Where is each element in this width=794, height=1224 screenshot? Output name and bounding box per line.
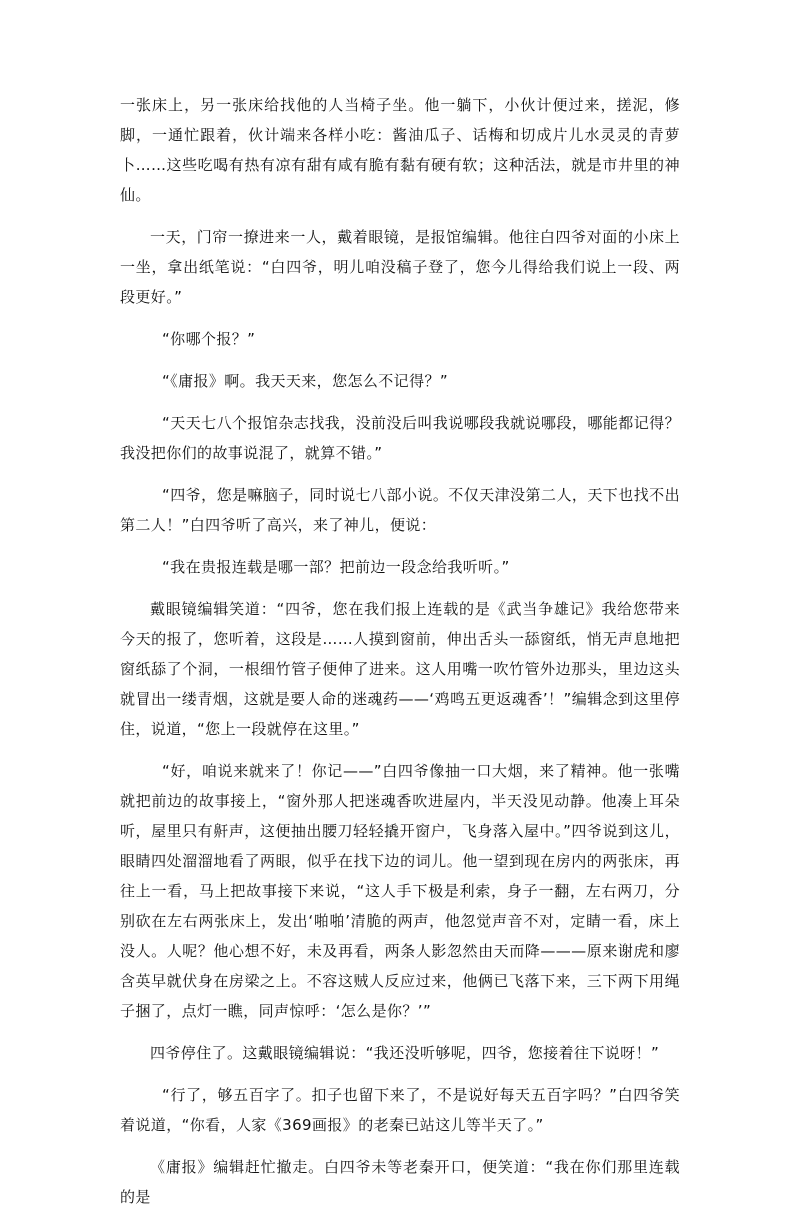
paragraph-10: 四爷停住了。这戴眼镜编辑说：“我还没听够呢，四爷，您接着往下说呀！” xyxy=(150,1044,660,1062)
paragraph-12: 《庸报》编辑赶忙撤走。白四爷未等老秦开口，便笑道：“我在你们那里连载的是 xyxy=(120,1158,680,1206)
document-page xyxy=(120,90,680,1224)
paragraph-1: 一张床上，另一张床给找他的人当椅子坐。他一躺下，小伙计便过来，搓泥，修脚，一通忙跟着，伙计端来各样小吃：酱油瓜子、话梅和切成片儿水灵灵的青萝卜……这些吃喝有热有凉有甜有咸有脆有黏有硬有软；这种活法，就是市井里的神仙。 xyxy=(120,96,680,204)
paragraph-8: 戴眼镜编辑笑道：“四爷，您在我们报上连载的是《武当争雄记》我给您带来今天的报了，您听着，这段是……人摸到窗前，伸出舌头一舔窗纸，悄无声息地把窗纸舔了个洞，一根细竹管子便伸了进来。这人用嘴一吹竹管外边那头，里边这头就冒出一缕青烟，这就是要人命的迷魂药——‘鸡鸣五更返魂香’！”编辑念到这里停住，说道，“您上一段就停在这里。” xyxy=(120,600,680,738)
paragraph-3: “你哪个报？” xyxy=(162,330,256,348)
paragraph-9: “好，咱说来就来了！你记——”白四爷像抽一口大烟，来了精神。他一张嘴就把前边的故事接上，“窗外那人把迷魂香吹进屋内，半天没见动静。他凑上耳朵听，屋里只有鼾声，这便抽出腰刀轻轻撬开窗户，飞身落入屋中。”四爷说到这儿，眼睛四处溜溜地看了两眼，似乎在找下边的词儿。他一望到现在房内的两张床，再往上一看，马上把故事接下来说，“这人手下极是利索，身子一翻，左右两刀，分别砍在左右两张床上，发出‘啪啪’清脆的两声，他忽觉声音不对，定睛一看，床上没人。人呢？他心想不好，未及再看，两条人影忽然由天而降———原来谢虎和廖含英早就伏身在房梁之上。不容这贼人反应过来，他俩已飞落下来，三下两下用绳子捆了，点灯一瞧，同声惊呼：‘怎么是你？’” xyxy=(120,762,680,1020)
paragraph-6: “四爷，您是嘛脑子，同时说七八部小说。不仅天津没第二人，天下也找不出第二人！”白四爷听了高兴，来了神儿，便说： xyxy=(120,486,680,534)
paragraph-7: “我在贵报连载是哪一部？把前边一段念给我听听。” xyxy=(162,558,510,576)
paragraph-11: “行了，够五百字了。扣子也留下来了，不是说好每天五百字吗？”白四爷笑着说道，“你看，人家《369画报》的老秦已站这儿等半天了。” xyxy=(120,1086,680,1134)
paragraph-2: 一天，门帘一撩进来一人，戴着眼镜，是报馆编辑。他往白四爷对面的小床上一坐，拿出纸笔说：“白四爷，明儿咱没稿子登了，您今儿得给我们说上一段、两段更好。” xyxy=(120,228,680,306)
paragraph-5: “天天七八个报馆杂志找我，没前没后叫我说哪段我就说哪段，哪能都记得？我没把你们的故事说混了，就算不错。” xyxy=(120,414,680,462)
paragraph-4: “《庸报》啊。我天天来，您怎么不记得？” xyxy=(162,372,449,390)
